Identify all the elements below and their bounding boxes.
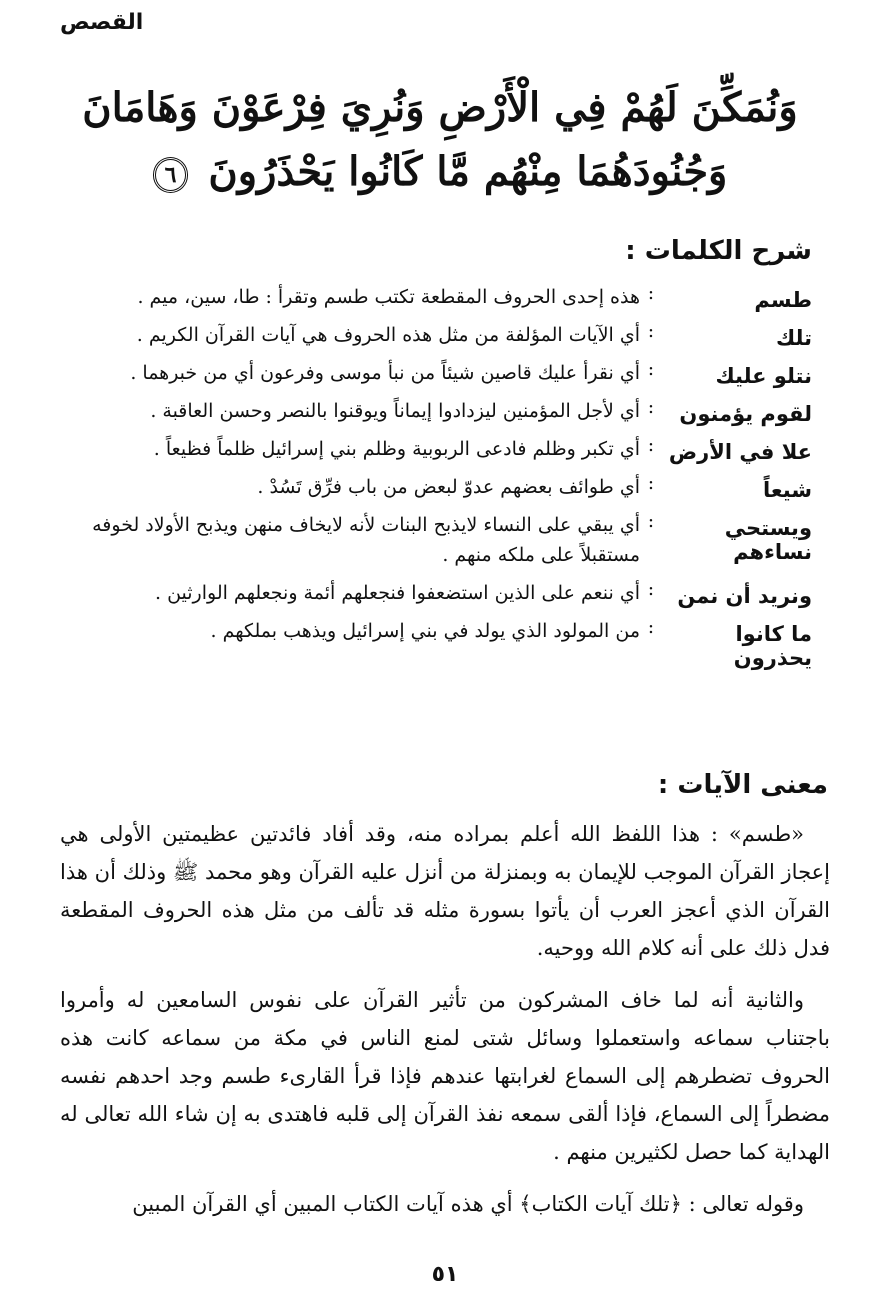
glossary-definition: أي ننعم على الذين استضعفوا فنجعلهم أئمة ونجعلهم الوارثين . (154, 582, 640, 604)
separator-colon: : (647, 396, 655, 418)
separator-colon: : (647, 616, 655, 638)
glossary-term: نتلو عليك (715, 364, 812, 388)
glossary-definition: أي لأجل المؤمنين ليزدادوا إيماناً ويوقنوا بالنصر وحسن العاقبة . (150, 400, 640, 422)
quran-verse (40, 76, 840, 204)
meaning-title: معنى الآيات : (657, 770, 828, 800)
meaning-paragraph: «طسم» : هذا اللفظ الله أعلم بمراده منه، وقد أفاد فائدتين عظيمتين الأولى هي إعجاز القرآن الموجب للإيمان به وبمنزلة من أنزل عليه القرآن وهو محمد ﷺ وذلك أن هذا القرآن الذي أعجز العرب أن يأتوا بسورة مثله قد تألف من مثل هذه الحروف المقطعة فدل ذلك على أنه كلام الله ووحيه. (60, 822, 830, 960)
glossary-definition: أي يبقي على النساء لايذبح البنات لأنه لايخاف منهن ويذبح الأولاد لخوفه مستقبلاً على ملكه منهم . (92, 514, 640, 566)
glossary-row (60, 510, 812, 570)
separator-colon: : (647, 320, 655, 342)
glossary-row (60, 320, 812, 350)
separator-colon: : (647, 578, 655, 600)
glossary-definition: أي طوائف بعضهم عدوّ لبعض من باب فرِّق تَسُدْ . (257, 476, 640, 498)
glossary-term: ما كانوا يحذرون (733, 622, 812, 670)
glossary-row (60, 358, 812, 388)
glossary-term: علا في الأرض (668, 440, 812, 464)
separator-colon: : (647, 282, 655, 304)
glossary-term: طسم (754, 288, 812, 312)
glossary-row (60, 578, 812, 608)
separator-colon: : (647, 510, 655, 532)
glossary-definition: من المولود الذي يولد في بني إسرائيل ويذهب بملكهم . (210, 620, 640, 642)
glossary-term: شيعاً (763, 478, 812, 502)
glossary-row (60, 396, 812, 426)
ayah-number-marker: ٦ (153, 157, 189, 193)
glossary-term: تلك (775, 326, 812, 350)
verse-text: وَنُمَكِّنَ لَهُمْ فِي الْأَرْضِ وَنُرِيَ فِرْعَوْنَ وَهَامَانَ وَجُنُودَهُمَا مِنْهُم مَّا كَانُوا يَحْذَرُونَ (82, 84, 798, 195)
meaning-paragraph: وقوله تعالى : ﴿تلك آيات الكتاب﴾ أي هذه آيات الكتاب المبين أي القرآن المبين (132, 1192, 804, 1216)
glossary-definition: هذه إحدى الحروف المقطعة تكتب طسم وتقرأ : طا، سين، ميم . (137, 286, 640, 308)
glossary-term: لقوم يؤمنون (679, 402, 812, 426)
glossary-definition: أي تكبر وظلم فادعى الربوبية وظلم بني إسرائيل ظلماً فظيعاً . (153, 438, 640, 460)
surah-header: القصص (60, 10, 144, 35)
separator-colon: : (647, 472, 655, 494)
glossary-row (60, 472, 812, 502)
glossary-title: شرح الكلمات : (625, 236, 812, 266)
glossary-definition: أي الآيات المؤلفة من مثل هذه الحروف هي آيات القرآن الكريم . (136, 324, 640, 346)
glossary-row (60, 616, 812, 670)
page-number: ٥١ (431, 1262, 459, 1287)
glossary-definition: أي نقرأ عليك قاصين شيئاً من نبأ موسى وفرعون أي من خبرهما . (130, 362, 640, 384)
separator-colon: : (647, 358, 655, 380)
meaning-paragraph: والثانية أنه لما خاف المشركون من تأثير القرآن على نفوس السامعين له وأمروا باجتناب سماعه واستعملوا وسائل شتى لمنع الناس في مكة من سماعه كانت هذه الحروف تضطرهم إلى السماع لغرابتها عندهم فإذا قرأ القارىء طسم وجد احدهم نفسه مضطراً إلى السماع، فإذا ألقى سمعه نفذ القرآن إلى قلبه فاهتدى به إن شاء الله تعالى له الهداية كما حصل لكثيرين منهم . (60, 988, 830, 1164)
glossary-row (60, 282, 812, 312)
glossary-row (60, 434, 812, 464)
separator-colon: : (647, 434, 655, 456)
meaning-body (60, 815, 830, 1237)
glossary-list (60, 282, 812, 678)
glossary-term: ونريد أن نمن (677, 584, 812, 608)
glossary-term: ويستحي نساءهم (724, 516, 812, 564)
